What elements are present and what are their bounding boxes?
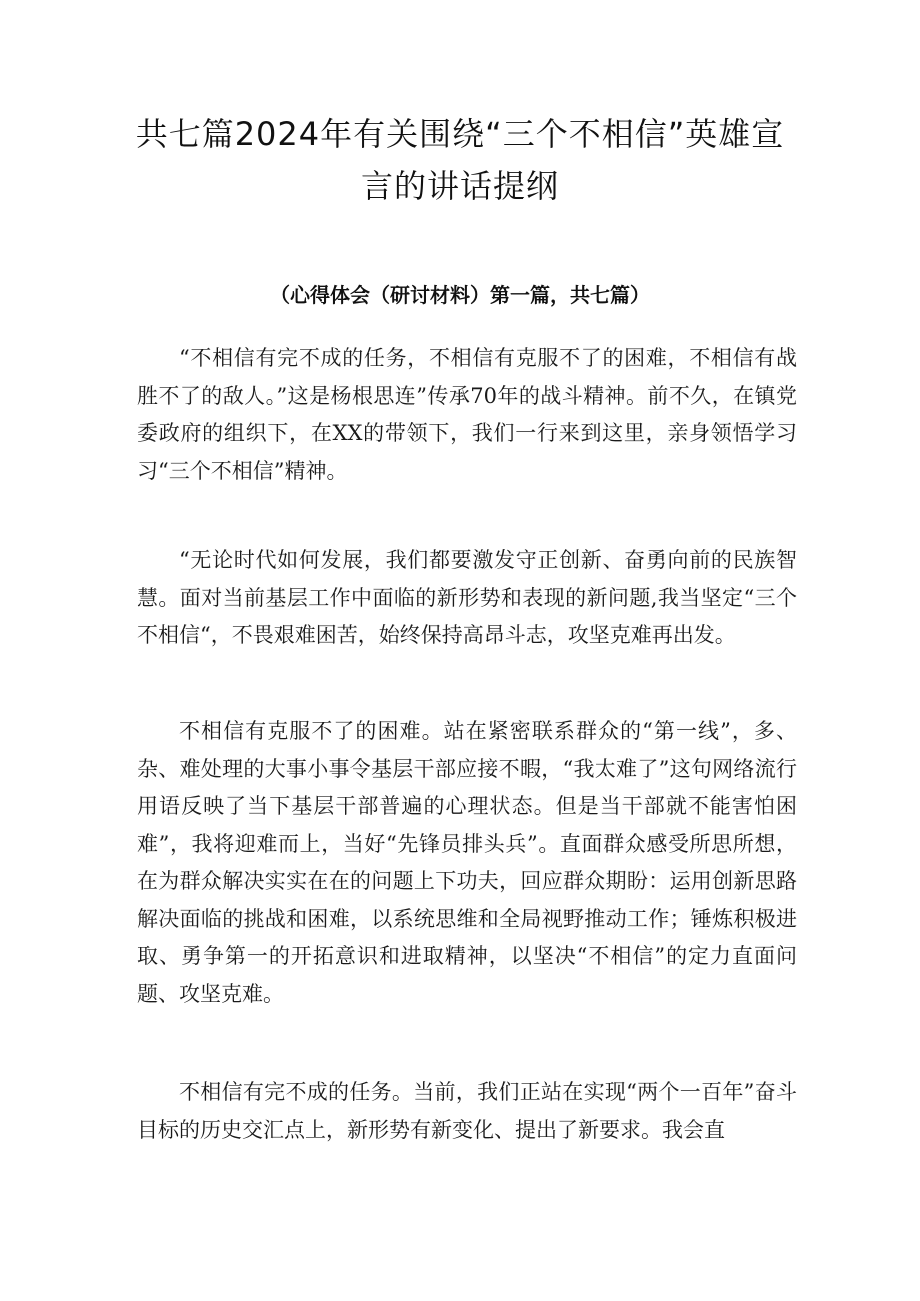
paragraph: 不相信有克服不了的困难。站在紧密联系群众的“第一线”，多、杂、难处理的大事小事令基层干部应接不暇，“我太难了”这句网络流行用语反映了当下基层干部普遍的心理状态。但是当干部就不能害怕困难”，我将迎难而上，当好“先锋员排头兵”。直面群众感受所思所想，在为群众解决实实在在的问题上下功夫，回应群众期盼：运用创新思路解决面临的挑战和困难，以系统思维和全局视野推动工作；锤炼积极进取、勇争第一的开拓意识和进取精神，以坚决“不相信”的定力直面问题、攻坚克难。 [137,719,797,1006]
document-subtitle: （心得体会（研讨材料）第一篇，共七篇） [270,283,650,307]
paragraph: “无论时代如何发展，我们都要激发守正创新、奋勇向前的民族智慧。面对当前基层工作中面临的新形势和表现的新问题,我当坚定“三个不相信“，不畏艰难困苦，始终保持高昂斗志，攻坚克难再出发。 [137,548,797,647]
paragraph: 不相信有完不成的任务。当前，我们正站在实现“两个一百年”奋斗目标的历史交汇点上，新形势有新变化、提出了新要求。我会直 [137,1080,797,1142]
paragraph: “不相信有完不成的任务，不相信有克服不了的困难，不相信有战胜不了的敌人。”这是杨根思连”传承70年的战斗精神。前不久，在镇党委政府的组织下，在XX的带领下，我们一行来到这里，亲身领悟学习习“三个不相信”精神。 [137,346,797,483]
document-title: 共七篇2024年有关围绕“三个不相信”英雄宣言的讲话提纲 [135,115,785,205]
